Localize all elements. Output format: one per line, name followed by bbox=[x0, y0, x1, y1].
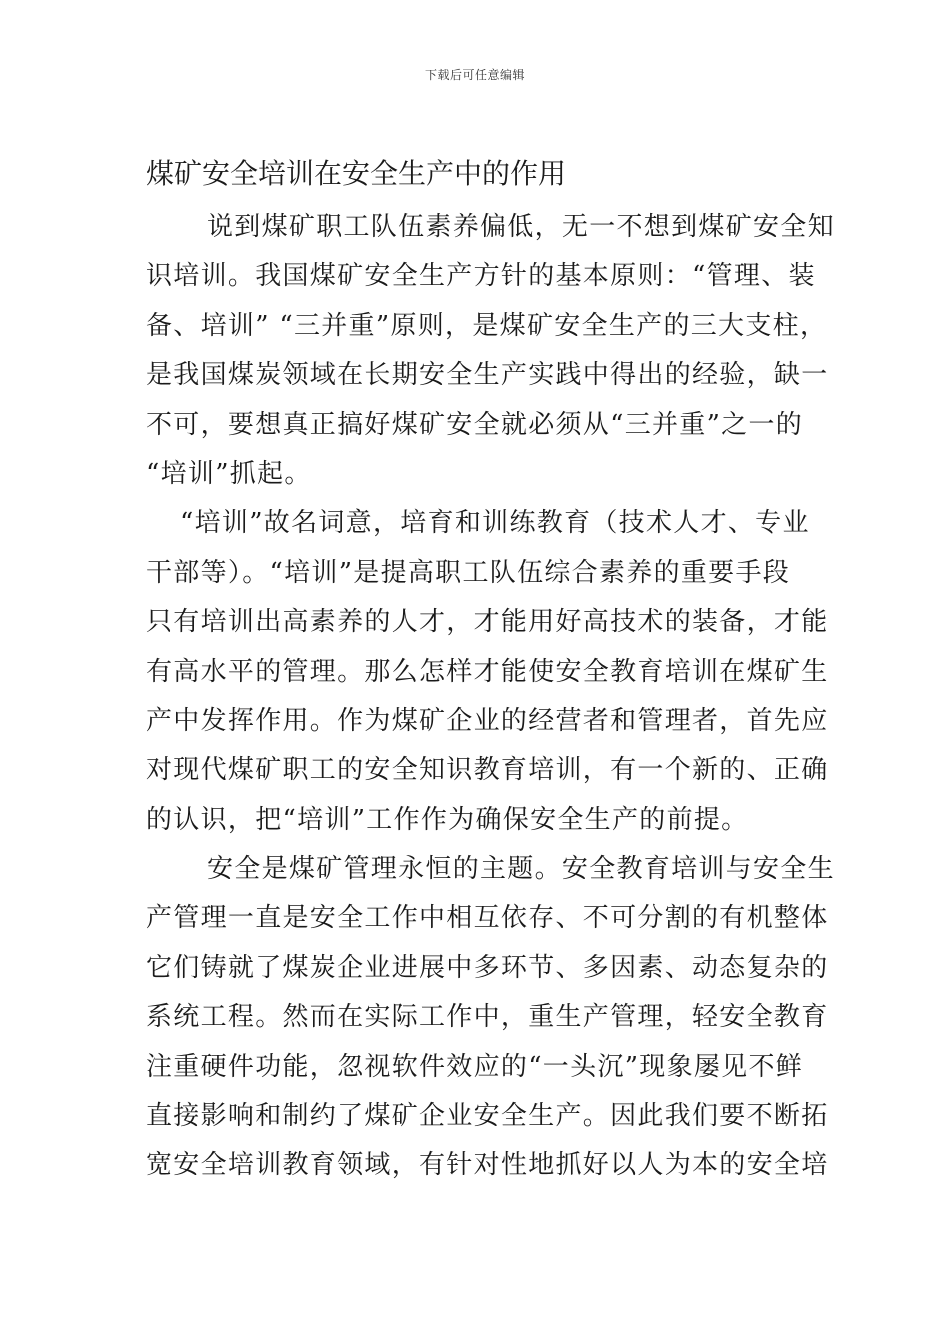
paragraph-2-line-3: 只有培训出高素养的人才，才能用好高技术的装备，才能 bbox=[146, 607, 829, 638]
paragraph-1-line-4: 是我国煤炭领域在长期安全生产实践中得出的经验，缺一 bbox=[146, 360, 829, 391]
document-body bbox=[146, 203, 835, 1191]
paragraph-1-line-1: 说到煤矿职工队伍素养偏低，无一不想到煤矿安全知 bbox=[207, 212, 835, 242]
paragraph-3-line-1: 安全是煤矿管理永恒的主题。安全教育培训与安全生 bbox=[207, 854, 835, 885]
paragraph-1-line-2: 识培训。我国煤矿安全生产方针的基本原则：“管理、装 bbox=[146, 261, 816, 292]
paragraph-2-line-2: 干部等）。“培训”是提高职工队伍综合素养的重要手段 bbox=[146, 557, 791, 588]
paragraph-1-line-5: 不可，要想真正搞好煤矿安全就必须从“三并重”之一的 bbox=[146, 409, 804, 440]
paragraph-3-line-5: 注重硬件功能，忽视软件效应的“一头沉”现象屡见不鲜 bbox=[146, 1051, 804, 1082]
paragraph-2-line-1: “培训”故名词意，培育和训练教育（技术人才、专业 bbox=[180, 508, 810, 539]
paragraph-2-line-7: 的认识，把“培训”工作作为确保安全生产的前提。 bbox=[146, 804, 749, 835]
paragraph-2-line-4: 有高水平的管理。那么怎样才能使安全教育培训在煤矿生 bbox=[146, 656, 829, 687]
paragraph-3-line-7: 宽安全培训教育领域，有针对性地抓好以人为本的安全培 bbox=[146, 1150, 829, 1181]
document-title: 煤矿安全培训在安全生产中的作用 bbox=[146, 157, 567, 190]
paragraph-3-line-4: 系统工程。然而在实际工作中，重生产管理，轻安全教育 bbox=[146, 1002, 829, 1033]
paragraph-2-line-5: 产中发挥作用。作为煤矿企业的经营者和管理者，首先应 bbox=[146, 705, 829, 736]
header-note: 下载后可任意编辑 bbox=[424, 68, 525, 82]
paragraph-1-line-3: 备、培训” “三并重”原则，是煤矿安全生产的三大支柱， bbox=[146, 310, 828, 341]
paragraph-2-line-6: 对现代煤矿职工的安全知识教育培训，有一个新的、正确 bbox=[146, 755, 829, 786]
paragraph-3-line-3: 它们铸就了煤炭企业进展中多环节、多因素、动态复杂的 bbox=[146, 952, 829, 983]
paragraph-1-line-6: “培训”抓起。 bbox=[146, 458, 312, 489]
paragraph-3-line-6: 直接影响和制约了煤矿企业安全生产。因此我们要不断拓 bbox=[146, 1101, 829, 1132]
paragraph-3-line-2: 产管理一直是安全工作中相互依存、不可分割的有机整体 bbox=[146, 903, 829, 934]
